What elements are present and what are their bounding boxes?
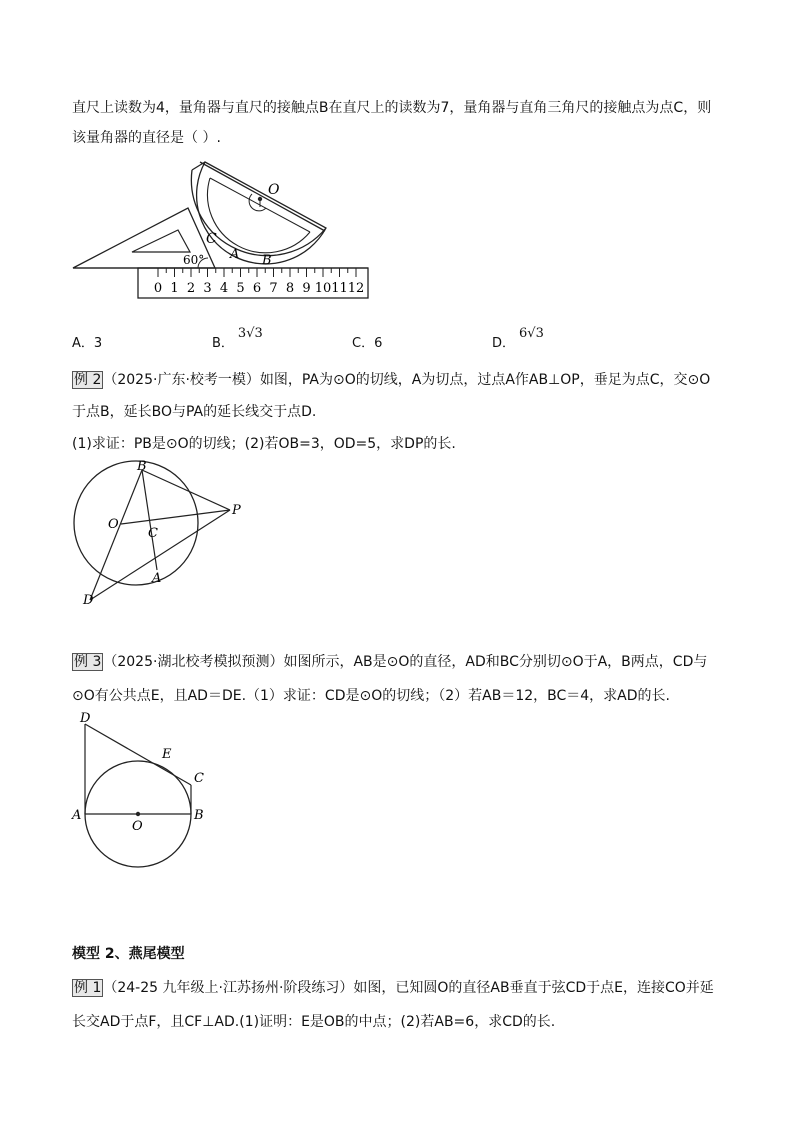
ruler-number: 8	[285, 281, 295, 296]
circle-O	[74, 461, 198, 585]
model2-heading: 模型 2、燕尾模型	[72, 946, 185, 962]
label-O: O	[108, 517, 119, 532]
figure-protractor-ruler	[70, 150, 380, 305]
label-D: D	[83, 593, 94, 608]
option-a[interactable]: A．3	[72, 336, 103, 351]
label-C: C	[148, 526, 158, 541]
example3-line2: ⊙O有公共点E，且AD＝DE.（1）求证：CD是⊙O的切线；（2）若AB＝12，BC＝4，求AD的长.	[72, 688, 670, 704]
option-b-math: 3√3	[237, 326, 263, 341]
example2-line3: (1)求证：PB是⊙O的切线；(2)若OB=3，OD=5，求DP的长.	[72, 436, 456, 452]
ruler-number: 12	[347, 281, 365, 296]
ruler-number: 0	[153, 281, 163, 296]
figure-example3	[66, 710, 226, 870]
label-A: A	[72, 808, 82, 823]
example2-line2: 于点B，延长BO与PA的延长线交于点D.	[72, 404, 317, 420]
ruler-number: 9	[302, 281, 311, 296]
ruler-number: 3	[203, 281, 212, 296]
option-c[interactable]: C．6	[352, 336, 383, 351]
ruler-numbers	[154, 281, 364, 296]
example2-line1: 例 2 （2025·广东·校考一模）如图，PA为⊙O的切线，A为切点，过点A作AB⊥OP，垂足为点C，交⊙O	[74, 372, 711, 388]
label-D: D	[80, 711, 91, 726]
ruler-number: 10	[314, 281, 332, 296]
option-d-math: 6√3	[519, 326, 544, 341]
label-C: C	[206, 231, 217, 247]
figure-example2	[66, 458, 256, 608]
angle-label: 60°	[183, 253, 205, 267]
ruler-number: 7	[269, 281, 278, 296]
ruler-ticks	[158, 268, 356, 277]
ruler-number: 11	[331, 281, 348, 296]
label-E: E	[162, 747, 172, 762]
ruler-number: 2	[186, 281, 196, 296]
option-b[interactable]: B．3√3	[212, 326, 263, 351]
example3-line1: 例 3 （2025·湖北校考模拟预测）如图所示，AB是⊙O的直径，AD和BC分别切⊙O于A，B两点，CD与	[74, 654, 708, 670]
ruler-number: 5	[236, 281, 245, 296]
problem1-line1: 直尺上读数为4，量角器与直尺的接触点B在直尺上的读数为7，量角器与直角三角尺的接触点为点C，则	[72, 100, 712, 116]
label-B: B	[194, 808, 204, 823]
option-d[interactable]: D．6√3	[492, 326, 544, 351]
label-C: C	[194, 771, 204, 786]
example3-tag: 例 3	[74, 654, 102, 670]
model2-line2: 长交AD于点F，且CF⊥AD.(1)证明：E是OB的中点；(2)若AB=6，求CD的长.	[72, 1014, 556, 1030]
label-O: O	[132, 819, 143, 834]
label-A: A	[152, 571, 162, 586]
label-O: O	[268, 182, 280, 198]
protractor-outer	[197, 162, 326, 264]
label-B: B	[262, 253, 272, 268]
ruler-number: 6	[252, 281, 262, 296]
label-B: B	[137, 459, 147, 474]
example2-tag: 例 2	[74, 372, 102, 388]
model2-tag: 例 1	[74, 980, 102, 996]
label-P: P	[232, 503, 241, 518]
problem1-line2: 该量角器的直径是（ ）.	[72, 130, 221, 146]
label-A: A	[230, 247, 240, 262]
ruler-number: 1	[170, 281, 179, 296]
ruler-number: 4	[219, 281, 229, 296]
model2-line1: 例 1 （24-25 九年级上·江苏扬州·阶段练习）如图，已知圆O的直径AB垂直于弦CD于点E，连接CO并延	[74, 980, 714, 996]
